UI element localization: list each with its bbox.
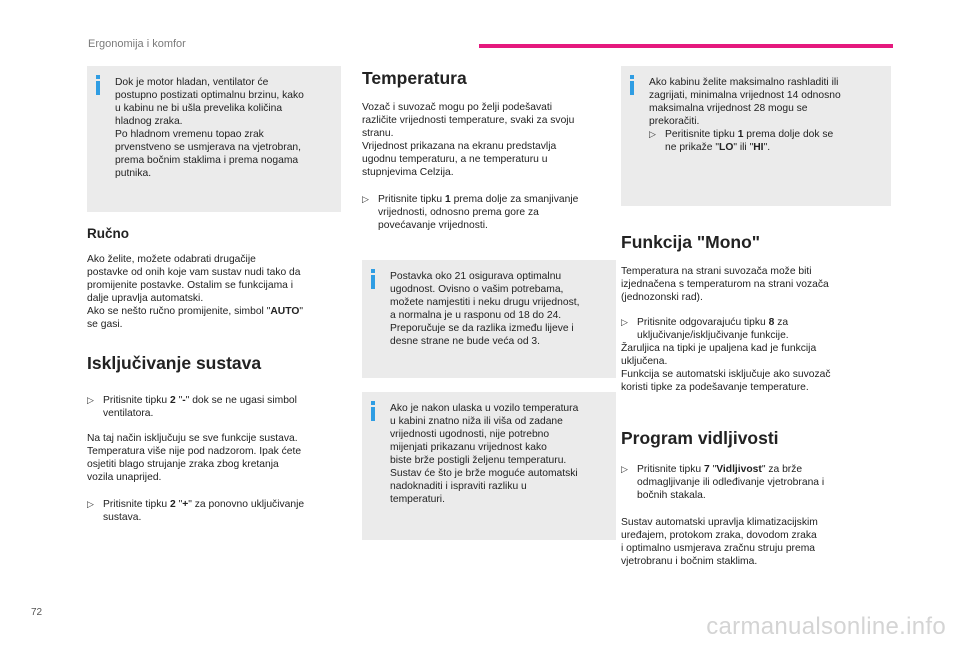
section-heading-rucno: Ručno — [87, 226, 129, 241]
note-line: desne strane ne bude veća od 3. — [390, 336, 540, 347]
arrow-bullet-icon: ▷ — [621, 464, 628, 474]
section-heading-temperatura: Temperatura — [362, 68, 467, 88]
text-fragment: " za ponovno uključivanje — [188, 499, 305, 510]
key-symbol: + — [182, 499, 189, 510]
key-number: 2 — [169, 499, 176, 510]
watermark-text: carmanualsonline.info — [706, 613, 946, 640]
note-line: temperaturi. — [390, 494, 445, 505]
text-fragment: prema dolje za smanjivanje — [450, 194, 579, 205]
text-line: (jednozonski rad). — [621, 292, 703, 303]
text-line: koristi tipke za podešavanje temperature. — [621, 382, 809, 393]
text-fragment: " — [175, 499, 183, 510]
info-note-entry — [362, 392, 616, 540]
mono-after-paragraph — [621, 342, 891, 394]
note-line: maksimalna vrijednost 28 mogu se — [649, 103, 808, 114]
text-fragment: Pritisnite odgovarajuću tipku — [637, 317, 769, 328]
instruction-bullet — [362, 193, 616, 232]
text-fragment: " ili " — [733, 142, 754, 153]
note-line: ugodnost. Ovisno o vašim potrebama, — [390, 284, 564, 295]
rucno-paragraph — [87, 253, 341, 331]
arrow-bullet-icon: ▷ — [621, 317, 628, 327]
hi-label: HI — [753, 142, 764, 153]
text-fragment: Pritisnite tipku — [378, 194, 445, 205]
note-line: postupno postizati optimalnu brzinu, kako — [115, 90, 304, 101]
note-line: u kabini znatno niža ili viša od zadane — [390, 416, 563, 427]
text-fragment: Pritisnite tipku — [637, 464, 704, 475]
text-line: stranu. — [362, 128, 394, 139]
text-line: bočnih stakala. — [637, 490, 706, 501]
lo-label: LO — [719, 142, 734, 153]
note-line: možete namjestiti i neku drugu vrijednost, — [390, 297, 580, 308]
text-fragment: ". — [763, 142, 771, 153]
instruction-bullet — [621, 316, 891, 342]
note-line: Postavka oko 21 osigurava optimalnu — [390, 271, 562, 282]
text-line: vozila unaprijed. — [87, 472, 162, 483]
note-line: putnika. — [115, 168, 152, 179]
key-number: 8 — [768, 317, 775, 328]
text-fragment: " — [299, 306, 304, 317]
text-line: se gasi. — [87, 319, 123, 330]
text-line: ugodnu temperaturu, a ne temperaturu u — [362, 154, 548, 165]
text-line: vjetrobranu i bočnim staklima. — [621, 556, 758, 567]
text-line: povećavanje vrijednosti. — [378, 220, 488, 231]
text-line: osjetiti blago strujanje zraka zbog kretanja — [87, 459, 279, 470]
info-icon — [371, 269, 375, 289]
arrow-bullet-icon: ▷ — [649, 129, 656, 139]
instruction-bullet — [87, 394, 341, 420]
header-accent-bar — [479, 44, 893, 48]
vidljivost-paragraph — [621, 516, 891, 568]
text-line: Temperatura više nije pod nadzorom. Ipak ćete — [87, 446, 302, 457]
key-number: 1 — [444, 194, 451, 205]
note-line: u kabinu ne bi ušla prevelika količina — [115, 103, 283, 114]
info-icon — [96, 75, 100, 95]
text-line: postavke od onih koje vam sustav nudi tako da — [87, 267, 301, 278]
note-line: biste brže postigli željenu temperaturu. — [390, 455, 567, 466]
text-fragment: za — [774, 317, 789, 328]
note-line: Dok je motor hladan, ventilator će — [115, 77, 269, 88]
page-number: 72 — [31, 607, 43, 618]
note-line: a normalna je u rasponu od 18 do 24. — [390, 310, 562, 321]
note-line: prvenstveno se usmjerava na vjetrobran, — [115, 142, 302, 153]
text-line: vrijednosti, odnosno prema gore za — [378, 207, 539, 218]
mono-paragraph — [621, 265, 891, 304]
note-line: Sustav će što je brže moguće automatski — [390, 468, 578, 479]
text-line: i optimalno usmjerava zračnu struju prema — [621, 543, 816, 554]
text-fragment: prema dolje dok se — [743, 129, 834, 140]
temperatura-paragraph — [362, 101, 616, 179]
note-line: mijenjati prikazanu vrijednost kako — [390, 442, 547, 453]
note-line: Po hladnom vremenu topao zrak — [115, 129, 264, 140]
key-number: 2 — [169, 395, 176, 406]
text-fragment: " — [175, 395, 183, 406]
text-line: Sustav automatski upravlja klimatizacijskim — [621, 517, 818, 528]
note-line: zagrijati, minimalna vrijednost 14 odnosno — [649, 90, 841, 101]
text-line: odmagljivanje ili odleđivanje vjetrobrana i — [637, 477, 825, 488]
text-line — [87, 305, 341, 318]
column-3 — [621, 66, 891, 568]
text-line: izjednačena s temperaturom na strani vozača — [621, 279, 829, 290]
text-line: Ako želite, možete odabrati drugačije — [87, 254, 256, 265]
auto-symbol-text: AUTO — [270, 306, 300, 317]
instruction-bullet — [621, 463, 891, 502]
arrow-bullet-icon: ▷ — [362, 194, 369, 204]
info-note-cold-engine — [87, 66, 341, 212]
text-line: uređajem, protokom zraka, dovodom zraka — [621, 530, 817, 541]
info-note-max-cooling — [621, 66, 891, 206]
text-line: Vozač i suvozač mogu po želji podešavati — [362, 102, 553, 113]
column-2 — [362, 66, 616, 540]
note-line: prekoračiti. — [649, 116, 700, 127]
info-icon — [371, 401, 375, 421]
info-note-optimal — [362, 260, 616, 378]
text-line: Vrijednost prikazana na ekranu predstavlja — [362, 141, 557, 152]
column-1 — [87, 66, 341, 524]
arrow-bullet-icon: ▷ — [87, 395, 94, 405]
text-line: uključena. — [621, 356, 668, 367]
note-line: Ako kabinu želite maksimalno rashladiti ili — [649, 77, 839, 88]
text-line: promijenite postavke. Ostalim se funkcijama i — [87, 280, 294, 291]
note-line: prema bočnim staklima i prema nogama — [115, 155, 299, 166]
note-line: Ako je nakon ulaska u vozilo temperatura — [390, 403, 579, 414]
text-line: Temperatura na strani suvozača može biti — [621, 266, 812, 277]
text-fragment: Pritisnite tipku — [103, 499, 170, 510]
text-fragment: ne prikaže " — [665, 142, 720, 153]
header-title: Ergonomija i komfor — [88, 38, 186, 50]
note-line: hladnog zraka. — [115, 116, 183, 127]
section-heading-vidljivost: Program vidljivosti — [621, 428, 779, 448]
text-line: različite vrijednosti temperature, svaki za svoju — [362, 115, 575, 126]
section-heading-mono: Funkcija "Mono" — [621, 232, 761, 252]
text-line: Funkcija se automatski isključuje ako suvozač — [621, 369, 831, 380]
text-line: uključivanje/isključivanje funkcije. — [637, 330, 789, 341]
visibility-key-name: Vidljivost — [716, 464, 762, 475]
instruction-bullet — [87, 498, 341, 524]
text-fragment: " dok se ne ugasi simbol — [185, 395, 297, 406]
info-icon — [630, 75, 634, 95]
arrow-bullet-icon: ▷ — [87, 499, 94, 509]
text-line: stupnjevima Celzija. — [362, 167, 454, 178]
note-line: nadoknaditi i ispraviti razliku u — [390, 481, 527, 492]
text-line: Žaruljica na tipki je upaljena kad je funkcija — [621, 343, 817, 354]
text-fragment: Peritisnite tipku — [665, 129, 738, 140]
key-number: 1 — [737, 129, 744, 140]
text-line: Na taj način isključuju se sve funkcije sustava. — [87, 433, 298, 444]
text-fragment: " — [709, 464, 717, 475]
text-line: dalje upravlja automatski. — [87, 293, 204, 304]
text-fragment: Ako se nešto ručno promijenite, simbol " — [87, 306, 271, 317]
text-line: ventilatora. — [103, 408, 154, 419]
key-number: 7 — [703, 464, 710, 475]
key-symbol: - — [182, 395, 186, 406]
note-line: vrijednosti ugodnosti, nije potrebno — [390, 429, 550, 440]
text-fragment: Pritisnite tipku — [103, 395, 170, 406]
instruction-bullet — [649, 128, 881, 154]
shutdown-paragraph — [87, 432, 341, 484]
text-fragment: " za brže — [761, 464, 803, 475]
note-line: Preporučuje se da razlika između lijeve i — [390, 323, 574, 334]
text-line: sustava. — [103, 512, 142, 523]
section-heading-iskljucivanje: Isključivanje sustava — [87, 353, 262, 373]
